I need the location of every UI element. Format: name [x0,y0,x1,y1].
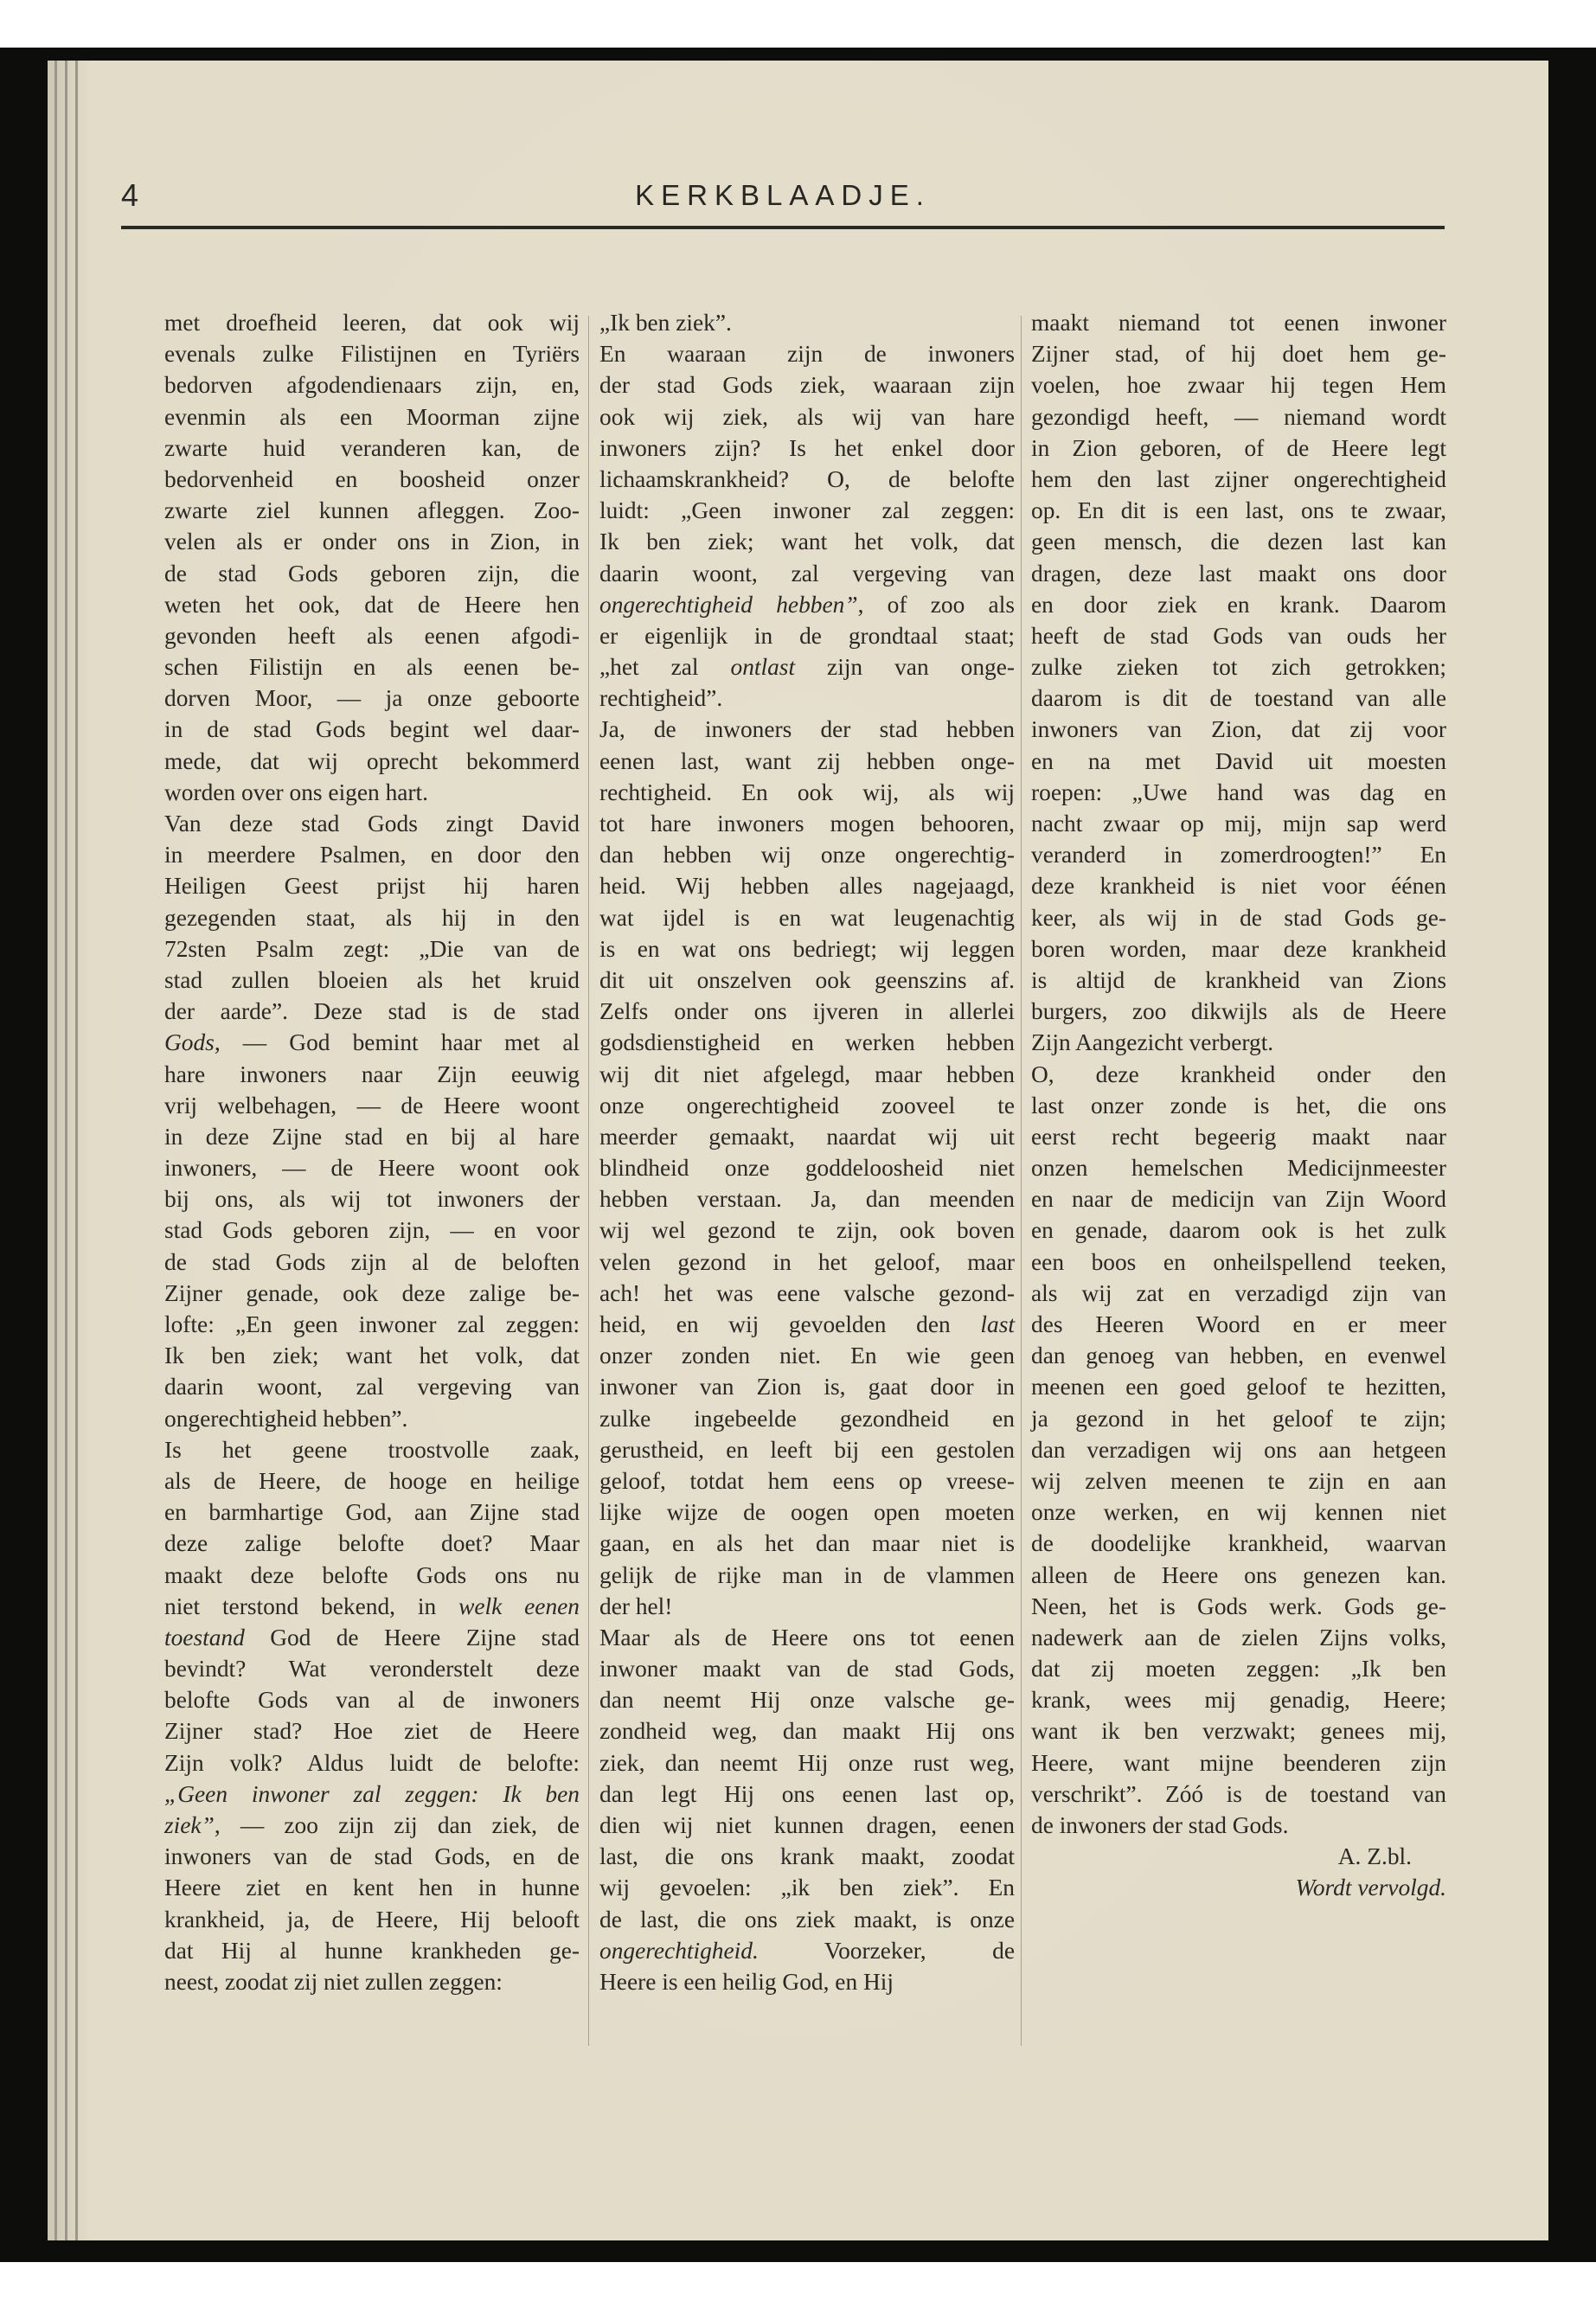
text-line: burgers, zoo dikwijls als de Heere [1031,998,1446,1025]
text-line: ongerechtigheid hebben”. [164,1405,408,1432]
text-line: hare inwoners naar Zijn eeuwig [164,1061,580,1087]
text-line: als wij zat en verzadigd zijn van [1031,1279,1446,1306]
text-line: voelen, hoe zwaar hij tegen Hem [1031,372,1446,399]
text-line: Neen, het is Gods werk. Gods ge- [1031,1593,1446,1619]
text-line: en naar de medicijn van Zijn Woord [1031,1186,1446,1213]
text-line: tot hare inwoners mogen behooren, [599,811,1015,836]
text-line: bij ons, als wij tot inwoners der [164,1186,580,1213]
text-line: Van deze stad Gods zingt David [164,811,580,836]
text-line: dan neemt Hij onze valsche ge- [599,1687,1015,1714]
text-line: de stad Gods geboren zijn, die [164,560,580,586]
text-column-1 [164,307,580,1997]
text-line: last onzer zonde is het, die ons [1031,1092,1446,1118]
text-line: en na met David uit moesten [1031,747,1446,774]
text-line: dan hebben wij onze ongerechtig- [599,842,1015,868]
text-line: worden over ons eigen hart. [164,779,429,805]
text-line: in deze Zijne stad en bij al hare [164,1123,580,1150]
text-line: meerder gemaakt, naardat wij uit [599,1123,1015,1150]
text-line: rechtigheid”. [599,685,723,712]
text-line: gezondigd heeft, — niemand wordt [1031,403,1446,430]
text-line: niet terstond bekend, in welk eenen [164,1593,580,1619]
text-line: ach! het was eene valsche gezond- [599,1279,1015,1306]
text-line: de doodelijke krankheid, waarvan [1031,1530,1446,1557]
text-line: zulke zieken tot zich getrokken; [1031,654,1446,681]
text-column-2 [599,307,1015,1997]
text-line: in Zion geboren, of de Heere legt [1031,434,1446,461]
text-line: geloof, totdat hem eens op vreese- [599,1467,1015,1494]
text-column-3 [1031,307,1446,1904]
text-line: inwoners van de stad Gods, en de [164,1843,580,1870]
page-header [121,177,1445,264]
text-line: Gods, — God bemint haar met al [164,1029,580,1056]
text-line: geen mensch, die dezen last kan [1031,529,1446,555]
header-rule [121,226,1445,229]
text-line: onze werken, en wij kennen niet [1031,1499,1446,1526]
text-line: weten het ook, dat de Heere hen [164,591,580,618]
text-line: ja gezond in het geloof te zijn; [1031,1405,1446,1432]
text-line: der hel! [599,1593,673,1619]
text-line: vrij welbehagen, — de Heere woont [164,1092,580,1118]
text-line: ongerechtigheid. Voorzeker, de [599,1937,1015,1964]
text-line: inwoners van Zion, dat zij voor [1031,716,1446,743]
text-line: deze krankheid is niet voor éénen [1031,873,1446,900]
text-line: deze zalige belofte doet? Maar [164,1530,580,1557]
text-line: in de stad Gods begint wel daar- [164,716,580,743]
text-line: gevonden heeft als eenen afgodi- [164,622,580,649]
text-line: nacht zwaar op mij, mijn sap werd [1031,811,1446,836]
text-line: inwoners zijn? Is het enkel door [599,434,1015,461]
text-line: onzen hemelschen Medicijnmeester [1031,1155,1446,1182]
binding-line [54,61,57,2240]
text-line: A. Z.bl. [1337,1843,1412,1870]
text-line: wij wel gezond te zijn, ook boven [599,1217,1015,1244]
text-line: „het zal ontlast zijn van onge- [599,654,1015,681]
text-line: zwarte huid veranderen kan, de [164,434,580,461]
text-line: zondheid weg, dan maakt Hij ons [599,1718,1015,1745]
text-line: evenals zulke Filistijnen en Tyriërs [164,341,580,368]
text-line: gaan, en als het dan maar niet is [599,1530,1015,1557]
text-line: is en wat ons bedriegt; wij leggen [599,935,1015,962]
text-line: evenmin als een Moorman zijne [164,403,580,430]
text-line: Ik ben ziek; want het volk, dat [599,529,1015,555]
text-line: lijke wijze de oogen open moeten [599,1499,1015,1526]
text-line: luidt: „Geen inwoner zal zeggen: [599,497,1015,524]
text-line: eerst recht begeerig maakt naar [1031,1123,1446,1150]
text-line: inwoners, — de Heere woont ook [164,1155,580,1182]
text-line: „Ik ben ziek”. [599,310,732,336]
text-line: nadewerk aan de zielen Zijns volks, [1031,1624,1446,1650]
text-line: mede, dat wij oprecht bekommerd [164,747,580,774]
text-line: heid. Wij hebben alles nagejaagd, [599,873,1015,900]
text-line: godsdienstigheid en werken hebben [599,1029,1015,1056]
text-line: de stad Gods zijn al de beloften [164,1248,580,1275]
text-line: er eigenlijk in de grondtaal staat; [599,622,1015,649]
text-line: wij dit niet afgelegd, maar hebben [599,1061,1015,1087]
text-line: heeft de stad Gods van ouds her [1031,622,1446,649]
text-line: dit uit onszelven ook geenszins af. [599,966,1015,993]
text-line: eenen last, want zij hebben onge- [599,747,1015,774]
running-title: KERKBLAADJE. [635,179,931,211]
text-line: Heere ziet en kent hen in hunne [164,1875,580,1901]
text-line: dan verzadigen wij ons aan hetgeen [1031,1436,1446,1463]
text-line: dragen, deze last maakt ons door [1031,560,1446,586]
text-line: dan genoeg van hebben, en evenwel [1031,1343,1446,1369]
text-line: krankheid, ja, de Heere, Hij belooft [164,1906,580,1932]
text-line: O, deze krankheid onder den [1031,1061,1446,1087]
text-line: neest, zoodat zij niet zullen zeggen: [164,1968,503,1995]
text-line: boren worden, maar deze krankheid [1031,935,1446,962]
text-line: ziek”, — zoo zijn zij dan ziek, de [164,1812,580,1838]
text-line: Zijner genade, ook deze zalige be- [164,1279,580,1306]
text-line: bedorvenheid en boosheid onzer [164,465,580,492]
text-line: last, die ons krank maakt, zoodat [599,1843,1015,1870]
text-line: Heiligen Geest prijst hij haren [164,873,580,900]
text-line: maakt deze belofte Gods ons nu [164,1561,580,1588]
text-line: daarin woont, zal vergeving van [599,560,1015,586]
text-line: dat Hij al hunne krankheden ge- [164,1937,580,1964]
text-line: en door ziek en krank. Daarom [1031,591,1446,618]
text-line: Zijner stad? Hoe ziet de Heere [164,1718,580,1745]
text-line: velen gezond in het geloof, maar [599,1248,1015,1275]
text-line: wat ijdel is en wat leugenachtig [599,904,1015,931]
text-line: Zijner stad, of hij doet hem ge- [1031,341,1446,368]
text-line: krank, wees mij genadig, Heere; [1031,1687,1446,1714]
text-line: stad zullen bloeien als het kruid [164,966,580,993]
text-line: daarom is dit de toestand van alle [1031,685,1446,712]
text-line: toestand God de Heere Zijne stad [164,1624,580,1650]
text-line: belofte Gods van al de inwoners [164,1687,580,1714]
column-divider [1021,316,1022,2046]
text-line: ongerechtigheid hebben”, of zoo als [599,591,1015,618]
text-line: Heere is een heilig God, en Hij [599,1968,894,1995]
binding-line [65,61,67,2240]
text-line: Wordt vervolgd. [1295,1875,1446,1901]
text-line: dien wij niet kunnen dragen, eenen [599,1812,1015,1838]
text-line: lofte: „En geen inwoner zal zeggen: [164,1311,580,1337]
text-line: Zelfs onder ons ijveren in allerlei [599,998,1015,1025]
column-divider [588,316,589,2046]
text-line: hem den last zijner ongerechtigheid [1031,465,1446,492]
text-line: onzer zonden niet. En wie geen [599,1343,1015,1369]
text-line: in meerdere Psalmen, en door den [164,842,580,868]
text-line: roepen: „Uwe hand was dag en [1031,779,1446,805]
text-line: rechtigheid. En ook wij, als wij [599,779,1015,805]
text-line: de inwoners der stad Gods. [1031,1812,1289,1838]
text-line: daarin woont, zal vergeving van [164,1374,580,1400]
text-line: gerustheid, en leeft bij een gestolen [599,1436,1015,1463]
text-line: blindheid onze goddeloosheid niet [599,1155,1015,1182]
text-line: stad Gods geboren zijn, — en voor [164,1217,580,1244]
text-line: verschrikt”. Zóó is de toestand van [1031,1780,1446,1807]
text-line: des Heeren Woord en er meer [1031,1311,1446,1337]
text-line: ook wij ziek, als wij van hare [599,403,1015,430]
text-line: Zijn Aangezicht verbergt. [1031,1029,1274,1056]
text-line: velen als er onder ons in Zion, in [164,529,580,555]
text-line: wij gevoelen: „ik ben ziek”. En [599,1875,1015,1901]
text-line: zulke ingebeelde gezondheid en [599,1405,1015,1432]
text-line: keer, als wij in de stad Gods ge- [1031,904,1446,931]
text-line: Is het geene troostvolle zaak, [164,1436,580,1463]
text-line: inwoner maakt van de stad Gods, [599,1656,1015,1682]
text-line: heid, en wij gevoelden den last [599,1311,1015,1337]
text-line: lichaamskrankheid? O, de belofte [599,465,1015,492]
text-line: dan legt Hij ons eenen last op, [599,1780,1015,1807]
text-line: der stad Gods ziek, waaraan zijn [599,372,1015,399]
text-line: der aarde”. Deze stad is de stad [164,998,580,1025]
text-line: bevindt? Wat veronderstelt deze [164,1656,580,1682]
text-line: onze ongerechtigheid zooveel te [599,1092,1015,1118]
text-line: Maar als de Heere ons tot eenen [599,1624,1015,1650]
text-line: hebben verstaan. Ja, dan meenden [599,1186,1015,1213]
text-line: „Geen inwoner zal zeggen: Ik ben [164,1780,580,1807]
binding-line [75,61,78,2240]
text-line: dorven Moor, — ja onze geboorte [164,685,580,712]
page-number: 4 [121,177,139,213]
text-line: en genade, daarom ook is het zulk [1031,1217,1446,1244]
text-line: ziek, dan neemt Hij onze rust weg, [599,1749,1015,1776]
text-line: veranderd in zomerdroogten!” En [1031,842,1446,868]
text-line: Ik ben ziek; want het volk, dat [164,1343,580,1369]
text-line: meenen een goed geloof te hezitten, [1031,1374,1446,1400]
text-line: gelijk de rijke man in de vlammen [599,1561,1015,1588]
text-line: maakt niemand tot eenen inwoner [1031,310,1446,336]
text-line: alleen de Heere ons genezen kan. [1031,1561,1446,1588]
text-line: als de Heere, de hooge en heilige [164,1467,580,1494]
text-line: schen Filistijn en als eenen be- [164,654,580,681]
text-line: inwoner van Zion is, gaat door in [599,1374,1015,1400]
text-line: En waaraan zijn de inwoners [599,341,1015,368]
text-line: een boos en onheilspellend teeken, [1031,1248,1446,1275]
text-line: zwarte ziel kunnen afleggen. Zoo- [164,497,580,524]
text-line: Ja, de inwoners der stad hebben [599,716,1015,743]
text-line: want ik ben verzwakt; genees mij, [1031,1718,1446,1745]
text-line: met droefheid leeren, dat ook wij [164,310,580,336]
text-line: Heere, want mijne beenderen zijn [1031,1749,1446,1776]
text-line: gezegenden staat, als hij in den [164,904,580,931]
text-line: de last, die ons ziek maakt, is onze [599,1906,1015,1932]
text-line: Zijn volk? Aldus luidt de belofte: [164,1749,580,1776]
text-line: dat zij moeten zeggen: „Ik ben [1031,1656,1446,1682]
text-line: bedorven afgodendienaars zijn, en, [164,372,580,399]
text-line: op. En dit is een last, ons te zwaar, [1031,497,1446,524]
text-line: wij zelven meenen te zijn en aan [1031,1467,1446,1494]
text-line: is altijd de krankheid van Zions [1031,966,1446,993]
text-line: en barmhartige God, aan Zijne stad [164,1499,580,1526]
text-line: 72sten Psalm zegt: „Die van de [164,935,580,962]
